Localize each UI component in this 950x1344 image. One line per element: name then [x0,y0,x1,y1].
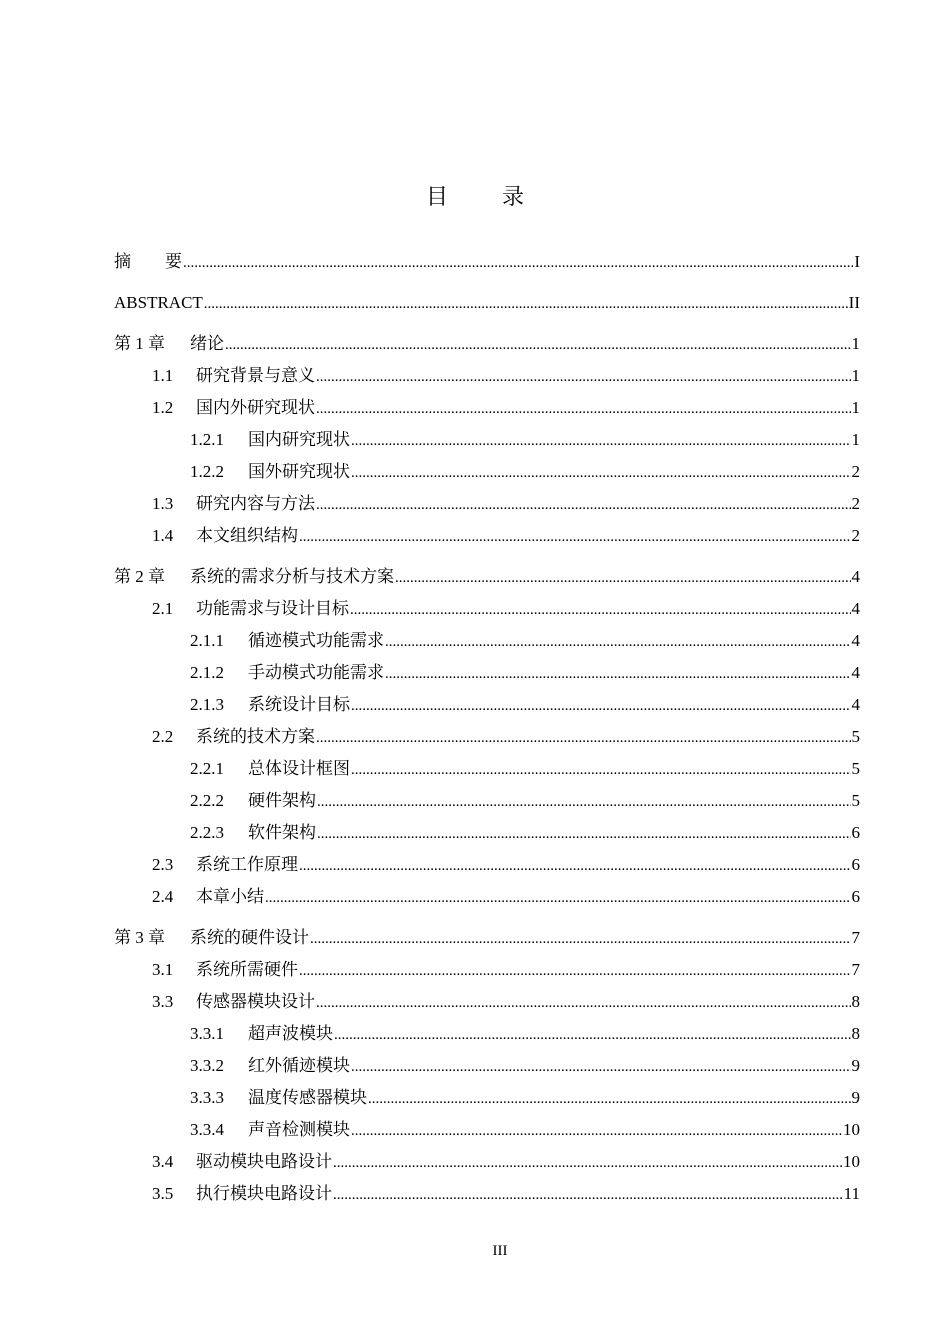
toc-section[interactable] [114,849,860,881]
toc-section[interactable] [114,1146,860,1178]
dot-leader [317,818,851,850]
toc-section-num: 1.2.1 [190,430,224,449]
toc-entry-label: 国内外研究现状 [196,398,315,417]
toc-entry-label: 温度传感器模块 [248,1088,367,1107]
toc-entry-label: 手动模式功能需求 [248,663,384,682]
toc-entry-page: 9 [851,1088,860,1107]
toc-entry-abstract-en[interactable] [114,287,860,319]
toc-section-num: 1.1 [152,366,174,385]
dot-leader [351,1115,842,1147]
toc-section[interactable] [114,1178,860,1210]
toc-section-num: 2.1.1 [190,631,224,650]
toc-entry-label: 红外循迹模块 [248,1056,350,1075]
toc-entry-page: II [848,293,860,312]
toc-section-num: 2.4 [152,887,174,906]
toc-entry-page: 2 [851,462,860,481]
toc-entry-page: 4 [851,567,860,586]
toc-section-num: 2.3 [152,855,174,874]
dot-leader [351,690,851,722]
toc-chapter-num: 第 2 章 [114,567,165,586]
toc-chapter-num: 第 3 章 [114,928,165,947]
dot-leader [368,1083,851,1115]
toc-entry-page: 6 [851,855,860,874]
toc-entry-label: 总体设计框图 [248,759,350,778]
toc-entry-label: 硬件架构 [248,791,316,810]
toc-entry-label: 系统工作原理 [196,855,298,874]
toc-chapter-num: 第 1 章 [114,334,165,353]
dot-leader [385,658,851,690]
toc-subsection[interactable] [114,456,860,488]
toc-section-num: 3.3.1 [190,1024,224,1043]
toc-entry-page: 4 [851,695,860,714]
toc-entry-page: I [854,252,860,271]
toc-entry-label: 传感器模块设计 [196,992,315,1011]
toc-section-num: 1.2.2 [190,462,224,481]
dot-leader [316,489,851,521]
dot-leader [350,594,851,626]
dot-leader [183,247,853,279]
toc-entry-page: 11 [843,1184,860,1203]
toc-section[interactable] [114,593,860,625]
toc-section-num: 2.1 [152,599,174,618]
toc-subsection[interactable] [114,1050,860,1082]
toc-entry-page: 4 [851,599,860,618]
toc-subsection[interactable] [114,657,860,689]
toc-section[interactable] [114,520,860,552]
toc-subsection[interactable] [114,753,860,785]
dot-leader [316,722,851,754]
toc-entry-label: 国内研究现状 [248,430,350,449]
dot-leader [351,1051,851,1083]
toc-entry-page: 6 [851,887,860,906]
toc-entry-label: 循迹模式功能需求 [248,631,384,650]
dot-leader [310,923,851,955]
toc-section-num: 1.2 [152,398,174,417]
toc-subsection[interactable] [114,1082,860,1114]
toc-subsection[interactable] [114,1114,860,1146]
dot-leader [385,626,851,658]
toc-entry-label: 系统所需硬件 [196,960,298,979]
toc-section-num: 3.5 [152,1184,174,1203]
dot-leader [316,987,851,1019]
toc-entry-label: 绪论 [190,334,224,353]
toc-chapter-3[interactable] [114,922,860,954]
toc-entry-label: 国外研究现状 [248,462,350,481]
toc-subsection[interactable] [114,625,860,657]
dot-leader [334,1019,851,1051]
toc-section-num: 3.3.3 [190,1088,224,1107]
dot-leader [333,1179,843,1211]
toc-section-num: 2.2.2 [190,791,224,810]
toc-section-num: 3.1 [152,960,174,979]
dot-leader [351,425,851,457]
toc-entry-page: 2 [851,494,860,513]
toc-section[interactable] [114,881,860,913]
toc-section-num: 1.3 [152,494,174,513]
dot-leader [317,786,851,818]
toc-subsection[interactable] [114,785,860,817]
toc-entry-page: 7 [851,960,860,979]
toc-entry-label: 系统设计目标 [248,695,350,714]
toc-entry-page: 1 [851,398,860,417]
toc-section-num: 1.4 [152,526,174,545]
toc-entry-page: 5 [851,791,860,810]
toc-entry-page: 5 [851,727,860,746]
toc-section-num: 2.1.2 [190,663,224,682]
dot-leader [299,955,851,987]
toc-entry-page: 5 [851,759,860,778]
toc-section-num: 3.4 [152,1152,174,1171]
toc-section-num: 3.3.4 [190,1120,224,1139]
toc-entry-page: 1 [851,430,860,449]
toc-entry-page: 9 [851,1056,860,1075]
toc-entry-label: 研究内容与方法 [196,494,315,513]
dot-leader [316,361,851,393]
table-of-contents [114,246,860,1210]
toc-entry-page: 10 [843,1152,860,1171]
toc-section[interactable] [114,360,860,392]
toc-section-num: 3.3 [152,992,174,1011]
toc-entry-page: 1 [851,366,860,385]
dot-leader [333,1147,842,1179]
toc-entry-label: 本章小结 [196,887,264,906]
toc-entry-label: 功能需求与设计目标 [196,599,349,618]
toc-section-num: 2.1.3 [190,695,224,714]
toc-subsection[interactable] [114,817,860,849]
toc-entry-page: 1 [851,334,860,353]
toc-entry-label: ABSTRACT [114,293,203,312]
dot-leader [225,329,851,361]
title-char-2: 录 [502,184,525,209]
toc-entry-label: 声音检测模块 [248,1120,350,1139]
toc-entry-label: 驱动模块电路设计 [196,1152,332,1171]
toc-section-num: 2.2 [152,727,174,746]
toc-section[interactable] [114,392,860,424]
toc-section[interactable] [114,954,860,986]
toc-entry-page: 10 [843,1120,860,1139]
toc-subsection[interactable] [114,424,860,456]
toc-entry-label: 超声波模块 [248,1024,333,1043]
toc-entry-page: 2 [851,526,860,545]
page-title [0,180,950,211]
toc-entry-label: 软件架构 [248,823,316,842]
dot-leader [265,882,851,914]
toc-entry-label: 研究背景与意义 [196,366,315,385]
toc-entry-abstract-cn[interactable] [114,246,860,278]
toc-chapter-2[interactable] [114,561,860,593]
toc-chapter-1[interactable] [114,328,860,360]
dot-leader [204,288,848,320]
dot-leader [395,562,851,594]
toc-section[interactable] [114,721,860,753]
toc-entry-page: 6 [851,823,860,842]
dot-leader [316,393,851,425]
page-number-footer: III [492,1243,508,1259]
toc-subsection[interactable] [114,689,860,721]
toc-entry-page: 4 [851,663,860,682]
toc-entry-label: 执行模块电路设计 [196,1184,332,1203]
toc-entry-label: 本文组织结构 [196,526,298,545]
toc-entry-page: 4 [851,631,860,650]
toc-section[interactable] [114,986,860,1018]
toc-section-num: 2.2.3 [190,823,224,842]
toc-entry-label: 系统的需求分析与技术方案 [190,567,394,586]
toc-entry-label: 系统的硬件设计 [190,928,309,947]
toc-entry-page: 8 [851,992,860,1011]
toc-entry-page: 8 [851,1024,860,1043]
toc-subsection[interactable] [114,1018,860,1050]
toc-section-num: 3.3.2 [190,1056,224,1075]
dot-leader [351,457,851,489]
toc-entry-label: 系统的技术方案 [196,727,315,746]
title-char-1: 目 [425,184,448,209]
toc-entry-page: 7 [851,928,860,947]
toc-section-num: 2.2.1 [190,759,224,778]
dot-leader [299,850,851,882]
dot-leader [299,521,851,553]
toc-entry-label: 摘 要 [114,252,182,271]
dot-leader [351,754,851,786]
toc-section[interactable] [114,488,860,520]
